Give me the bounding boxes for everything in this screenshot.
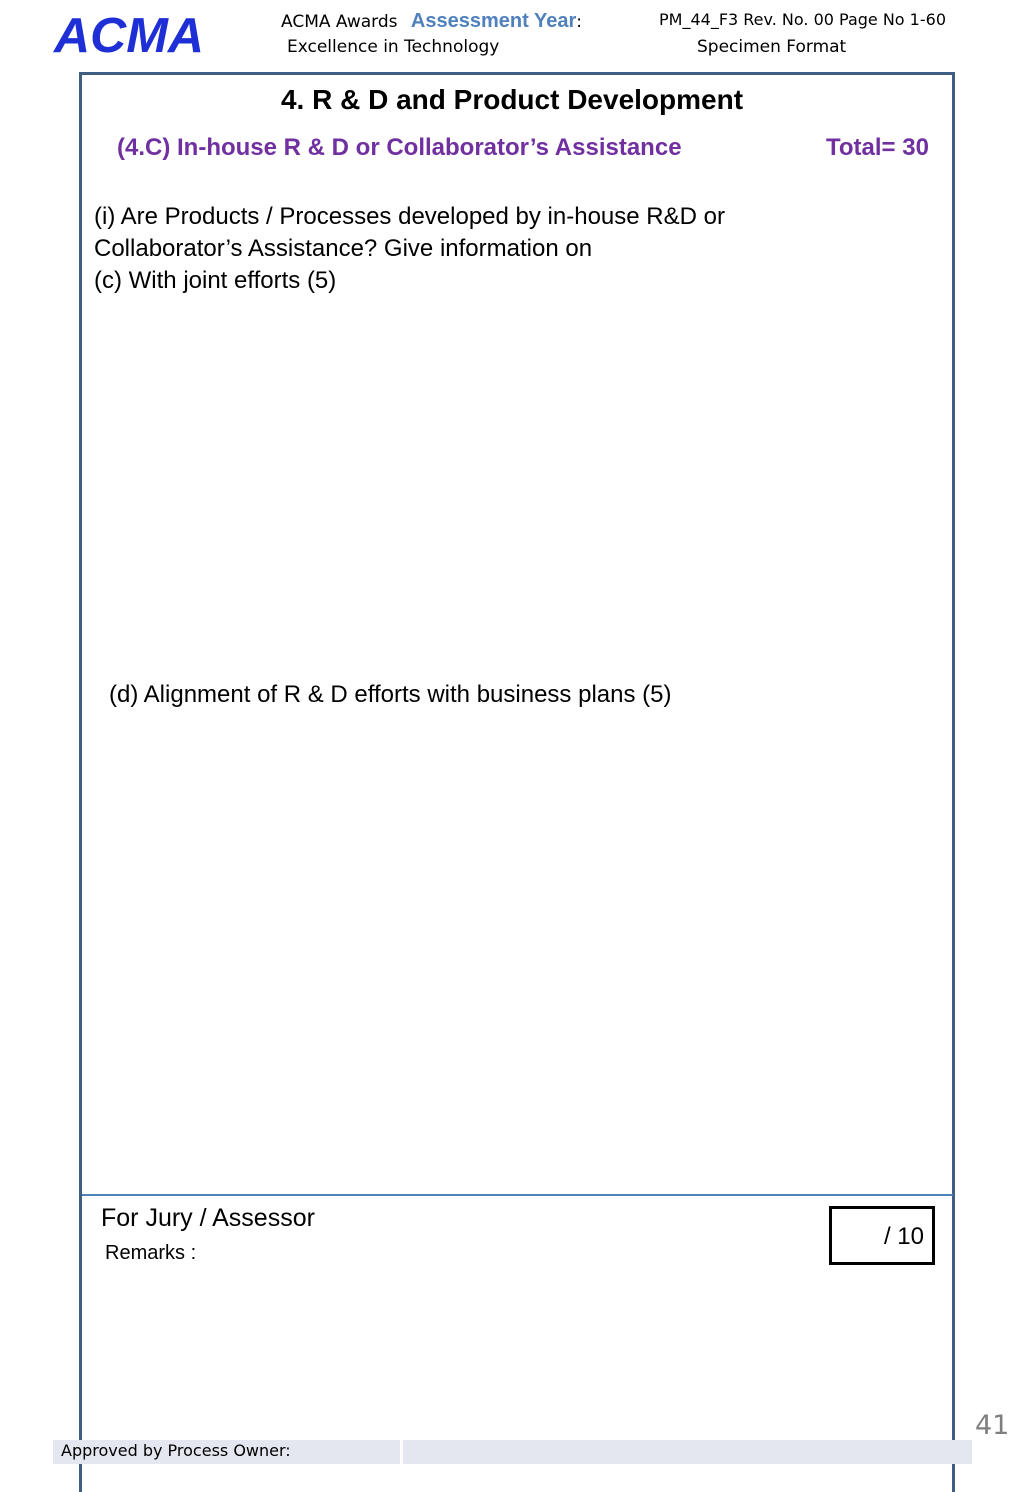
header-awards-line [281, 10, 582, 33]
award-category: Excellence in Technology [287, 37, 500, 57]
approved-by-label: Approved by Process Owner: [61, 1441, 291, 1460]
document-reference: PM_44_F3 Rev. No. 00 Page No 1-60 [659, 10, 946, 29]
page-number: 41 [975, 1410, 1010, 1441]
footer-separator [400, 1440, 403, 1464]
format-label: Specimen Format [697, 37, 847, 57]
question-d: (d) Alignment of R & D efforts with business plans (5) [109, 681, 672, 708]
acma-logo-wordmark: ACMA [52, 12, 204, 56]
question-i-line2: Collaborator’s Assistance? Give information on [94, 235, 593, 262]
remarks-label: Remarks : [105, 1242, 197, 1264]
assessor-divider [82, 1194, 953, 1196]
assessment-year-label: Assessment Year [410, 10, 577, 32]
acma-logo-graphic [52, 12, 208, 56]
score-value: / 10 [883, 1223, 924, 1250]
assessor-heading: For Jury / Assessor [101, 1204, 315, 1232]
score-box[interactable] [829, 1206, 935, 1265]
section-subtitle: (4.C) In-house R & D or Collaborator’s Assistance [117, 134, 682, 161]
question-i-line1: (i) Are Products / Processes developed by in-house R&D or [94, 203, 725, 230]
question-c: (c) With joint efforts (5) [94, 267, 337, 294]
awards-label: ACMA Awards [281, 12, 398, 32]
acma-logo [52, 12, 208, 56]
section-title: 4. R & D and Product Development [280, 84, 744, 115]
assessment-year-colon: : [576, 12, 582, 32]
section-total: Total= 30 [826, 134, 929, 161]
